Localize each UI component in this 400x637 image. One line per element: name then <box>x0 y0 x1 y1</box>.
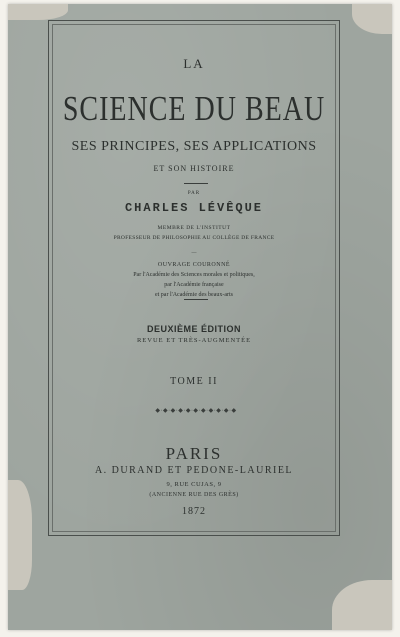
publication-year: 1872 <box>182 506 206 517</box>
author-name: CHARLES LÉVÊQUE <box>124 201 264 215</box>
publisher-address-note: (ANCIENNE RUE DES GRÈS) <box>149 492 239 498</box>
torn-edge-bottom-left <box>8 480 32 590</box>
book-cover <box>8 4 392 630</box>
torn-corner-top-left <box>8 4 68 20</box>
divider-rule <box>184 183 208 184</box>
edition-label: DEUXIÈME ÉDITION <box>146 324 241 334</box>
small-dash: — <box>191 251 197 256</box>
award-heading: OUVRAGE COURONNÉ <box>157 262 231 268</box>
volume-label: TOME II <box>170 376 218 387</box>
publisher-name: A. DURAND ET PEDONE-LAURIEL <box>94 465 294 476</box>
award-line-2: par l'Académie française <box>164 282 224 288</box>
by-line: PAR <box>187 191 201 196</box>
award-line-1: Par l'Académie des Sciences morales et politiques, <box>133 272 255 278</box>
author-credential-2: PROFESSEUR DE PHILOSOPHIE AU COLLÈGE DE FRANCE <box>113 235 275 241</box>
book-subtitle: SES PRINCIPES, SES APPLICATIONS <box>71 139 317 154</box>
book-title: SCIENCE DU BEAU <box>62 90 326 129</box>
torn-corner-bottom-right <box>332 580 392 630</box>
award-line-3: et par l'Académie des beaux-arts <box>154 292 234 298</box>
revision-note: REVUE ET TRÈS-AUGMENTÉE <box>136 337 252 344</box>
title-article: LA <box>183 56 205 71</box>
book-subtitle-2: ET SON HISTOIRE <box>153 164 235 173</box>
ornament-divider: ◆·◆·◆·◆·◆·◆·◆·◆·◆·◆·◆ <box>155 408 237 414</box>
publication-city: PARIS <box>165 444 223 463</box>
author-credential-1: MEMBRE DE L'INSTITUT <box>157 225 231 231</box>
torn-corner-top-right <box>352 4 392 34</box>
divider-rule <box>184 299 208 300</box>
publisher-address: 9, RUE CUJAS, 9 <box>166 481 222 488</box>
